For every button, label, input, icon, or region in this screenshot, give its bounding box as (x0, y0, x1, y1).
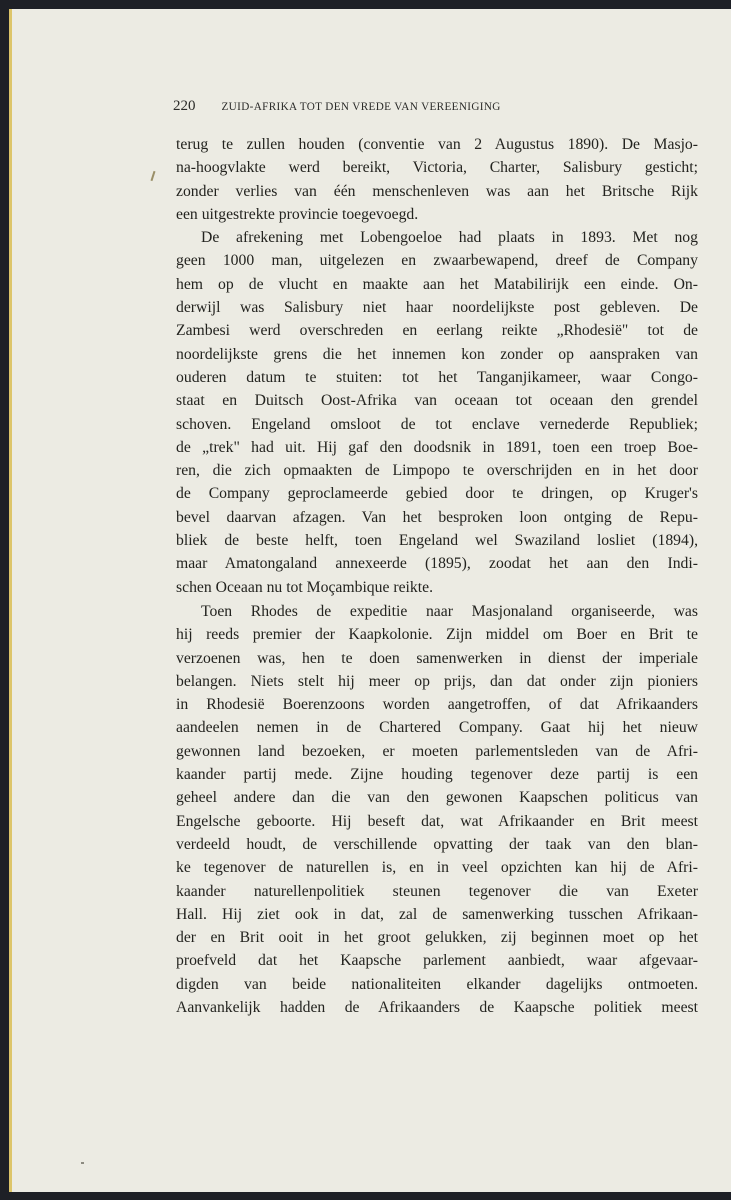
text-line: digden van beide nationaliteiten elkander dagelijks ontmoeten. (176, 975, 698, 993)
text-line: maar Amatongaland annexeerde (1895), zoodat het aan den Indi- (176, 555, 698, 573)
text-line: hem op de vlucht en maakte aan het Matabilirijk een einde. On- (176, 275, 698, 293)
text-line: schoven. Engeland omsloot de tot enclave vernederde Republiek; (176, 415, 698, 433)
text-line: na-hoogvlakte werd bereikt, Victoria, Charter, Salisbury gesticht; (176, 159, 698, 177)
text-line: een uitgestrekte provincie toegevoegd. (176, 205, 419, 223)
text-line: zonder verlies van één menschenleven was aan het Britsche Rijk (176, 182, 698, 200)
text-line: kaander naturellenpolitiek steunen tegenover die van Exeter (176, 882, 698, 900)
text-line: De afrekening met Lobengoeloe had plaats in 1893. Met nog (201, 229, 698, 247)
text-line: verzoenen was, hen te doen samenwerken in dienst der imperiale (176, 649, 698, 667)
paragraph-2 (176, 226, 698, 599)
page-number: 220 (173, 98, 196, 114)
paragraph-1 (176, 133, 698, 226)
text-line: geheel andere dan die van den gewonen Kaapschen politicus van (176, 789, 698, 807)
text-line: Engelsche geboorte. Hij beseft dat, wat Afrikaander en Brit meest (176, 812, 698, 830)
text-block-bottom (176, 600, 698, 1019)
text-line: gewonnen land bezoeken, er moeten parlementsleden van de Afri- (176, 742, 698, 760)
text-line: proefveld dat het Kaapsche parlement aanbiedt, waar afgevaar- (176, 952, 698, 970)
running-title: ZUID-AFRIKA TOT DEN VREDE VAN VEREENIGING (221, 101, 501, 113)
text-line: belangen. Niets stelt hij meer op prijs, dan dat onder zijn pioniers (176, 672, 698, 690)
text-line: de Company geproclameerde gebied door te dringen, op Kruger's (176, 485, 698, 503)
text-line: staat en Duitsch Oost-Afrika van oceaan tot oceaan den grendel (176, 392, 698, 410)
text-line: de „trek" had uit. Hij gaf den doodsnik in 1891, toen een troep Boe- (176, 438, 698, 456)
text-line: ouderen datum te stuiten: tot het Tanganjikameer, waar Congo- (176, 368, 698, 386)
text-line: verdeeld houdt, de verschillende opvatting der taak van den blan- (176, 835, 698, 853)
text-line: in Rhodesië Boerenzoons worden aangetroffen, of dat Afrikaanders (176, 696, 698, 714)
text-line: Toen Rhodes de expeditie naar Masjonaland organiseerde, was (201, 603, 698, 620)
text-line: Aanvankelijk hadden de Afrikaanders de Kaapsche politiek meest (176, 999, 698, 1017)
text-line: bliek de beste helft, toen Engeland wel Swaziland losliet (1894), (176, 532, 698, 550)
text-line: ke tegenover de naturellen is, en in veel opzichten kan hij de Afri- (176, 859, 698, 877)
text-line: aandeelen nemen in de Chartered Company. Gaat hij het nieuw (176, 719, 698, 737)
text-line: bevel daarvan afzagen. Van het besproken loon ontging de Repu- (176, 508, 698, 526)
text-line: schen Oceaan nu tot Moçambique reikte. (176, 578, 434, 596)
text-line: noordelijkste grens die het innemen kon zonder op aanspraken van (176, 345, 698, 363)
text-line: der en Brit ooit in het groot gelukken, zij beginnen moet op het (176, 929, 698, 947)
paper-speck (81, 1162, 84, 1164)
text-line: ren, die zich opmaakten de Limpopo te overschrijden en in het door (176, 462, 698, 480)
text-line: derwijl was Salisbury niet haar noordelijkste post gebleven. De (176, 299, 698, 317)
text-line: kaander partij mede. Zijne houding tegenover deze partij is een (176, 766, 698, 784)
text-line: hij reeds premier der Kaapkolonie. Zijn middel om Boer en Brit te (176, 626, 698, 644)
page-header (173, 97, 613, 115)
text-line: geen 1000 man, uitgelezen en zwaarbewapend, dreef de Company (176, 252, 698, 270)
text-line: Zambesi werd overschreden en eerlang reikte „Rhodesië" tot de (176, 322, 698, 340)
paragraph-3 (176, 600, 698, 1019)
text-block-top (176, 133, 698, 599)
text-line: terug te zullen houden (conventie van 2 Augustus 1890). De Masjo- (176, 136, 698, 153)
text-line: Hall. Hij ziet ook in dat, zal de samenwerking tusschen Afrikaan- (176, 905, 698, 923)
